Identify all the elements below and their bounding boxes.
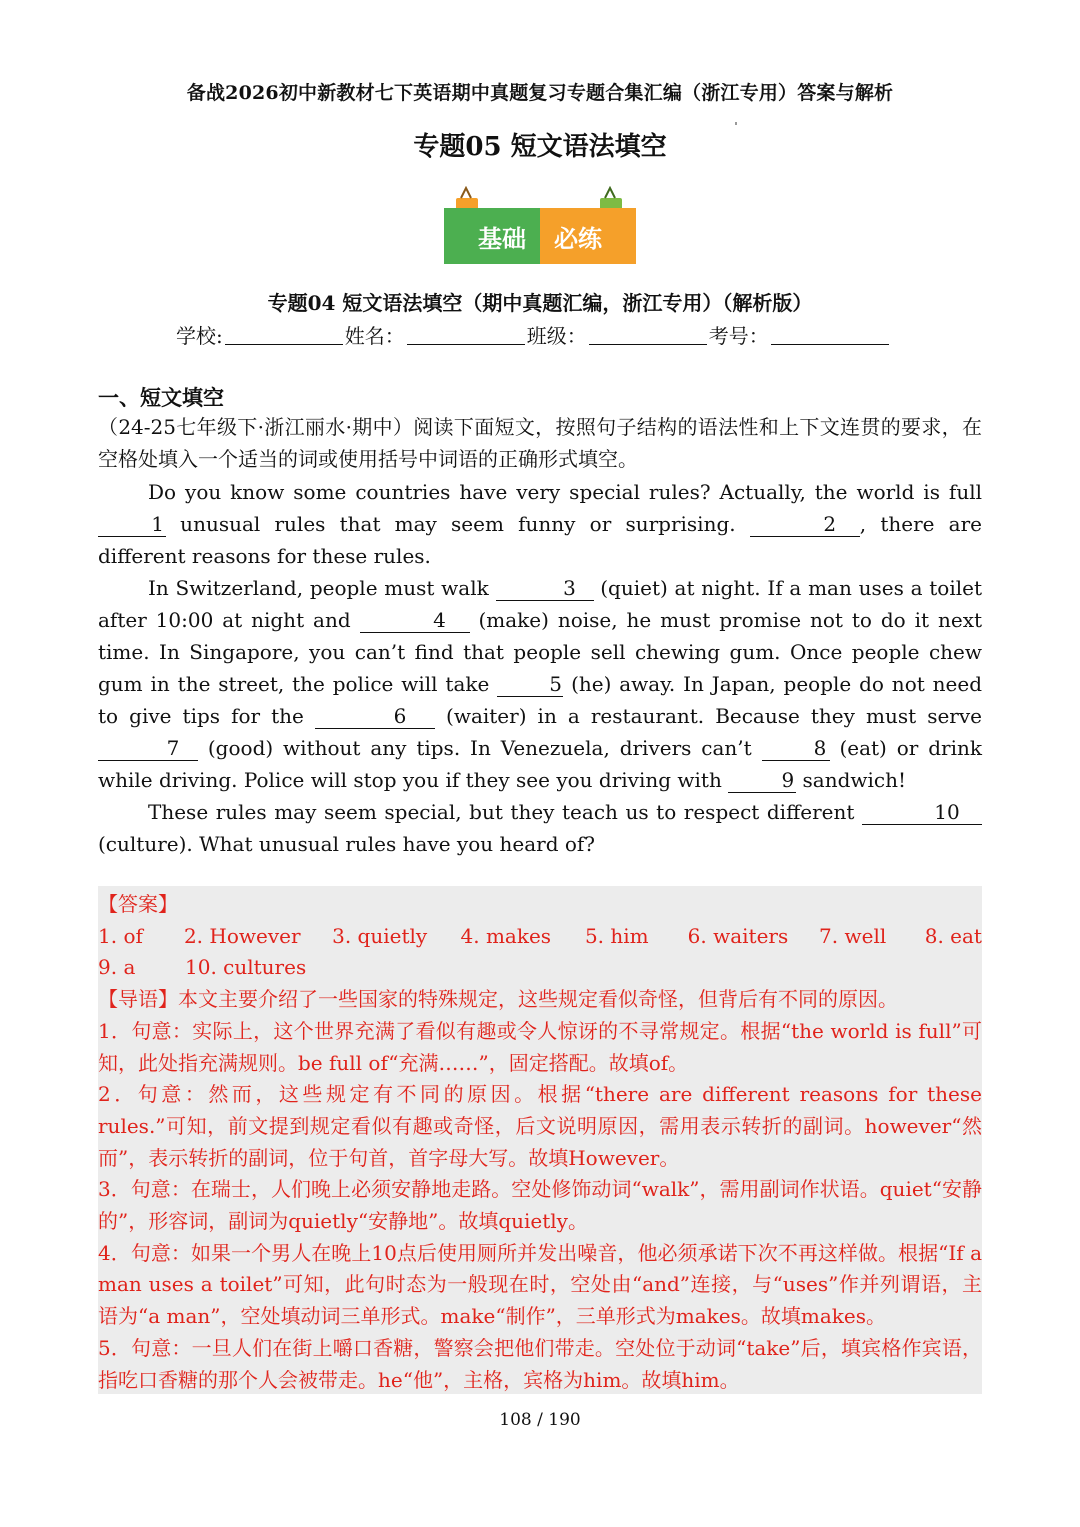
blank-10[interactable]: 10 (862, 800, 982, 825)
answer-2: 2. However (183, 923, 301, 948)
explanation-5: 5．句意：一旦人们在街上嚼口香糖，警察会把他们带走。空处位于动词“take”后，填宾格作宾语，指吃口香糖的那个人会被带走。he“他”，主格，宾格为him。故填him。 (98, 1335, 982, 1392)
badge-left-text: 基础 (478, 225, 526, 253)
answers-row-1 (98, 921, 982, 953)
passage-paragraph-2: In Switzerland, people must walk 3 (quiet) at night. If a man uses a toilet after 10:00 at night and 4 (make) noise, he must promise not to do it next time. In Singapore, you can’t find that people sell chewing gum. Once people chew gum in the street, the police will take 5 (he) away. In Japan, people do not need to give tips for the 6 (waiter) in a restaurant. Because they must serve 7 (good) without any tips. In Venezuela, drivers can’t 8 (eat) or drink while driving. Police will stop you if they see you driving with 9 sandwich! (98, 576, 983, 792)
stray-mark (735, 122, 737, 125)
exam-no-label: 考号： (708, 324, 769, 348)
answers-row-2 (98, 952, 982, 984)
answer-5: 5. him (584, 923, 649, 948)
sub-title: 专题04 短文语法填空（期中真题汇编，浙江专用）（解析版） (267, 291, 813, 315)
school-field[interactable] (225, 324, 343, 345)
answer-3: 3. quietly (332, 923, 428, 948)
passage-paragraph-1: Do you know some countries have very special rules? Actually, the world is full 1 unusual rules that may seem funny or surprising. 2 , there are different reasons for these rules. (98, 480, 982, 568)
answer-8: 8. eat (924, 923, 982, 948)
answer-1: 1. of (98, 923, 143, 948)
blank-7[interactable]: 7 (98, 736, 198, 761)
blank-5[interactable]: 5 (497, 672, 563, 697)
intro-note: 【导语】本文主要介绍了一些国家的特殊规定，这些规定看似奇怪，但背后有不同的原因。 (98, 987, 898, 1012)
explanation-3: 3．句意：在瑞士，人们晚上必须安静地走路。空处修饰动词“walk”，需用副词作状语。quiet“安静的”，形容词，副词为quietly“安静地”。故填quietly。 (98, 1177, 982, 1234)
explanations (98, 984, 982, 1396)
blank-1[interactable]: 1 (98, 512, 166, 537)
explanation-2: 2．句意：然而，这些规定有不同的原因。根据“there are different reasons for these rules.”可知，前文提到规定看似有趣或奇怪，后文说明原因，需用表示转折的副词。however“然而”，表示转折的副词，位于句首，首字母大写。故填However。 (98, 1082, 982, 1170)
blank-4[interactable]: 4 (360, 608, 470, 633)
section-heading: 一、短文填空 (98, 385, 224, 410)
class-field[interactable] (589, 324, 707, 345)
badge-basic-practice (444, 186, 636, 264)
main-title: 专题05 短文语法填空 (413, 132, 667, 162)
exam-no-field[interactable] (771, 324, 889, 345)
blank-2[interactable]: 2 (750, 512, 860, 537)
name-field[interactable] (407, 324, 525, 345)
class-label: 班级： (526, 324, 587, 348)
blank-8[interactable]: 8 (762, 736, 830, 761)
page-number: 108 / 190 (499, 1410, 581, 1430)
answer-9: 9. a (98, 955, 136, 980)
badge-right-text: 必练 (554, 225, 602, 253)
answer-10: 10. cultures (185, 955, 307, 980)
answer-7: 7. well (819, 923, 887, 948)
blank-9[interactable]: 9 (728, 768, 796, 793)
answer-4: 4. makes (460, 923, 552, 948)
answer-section (98, 886, 982, 1394)
blank-3[interactable]: 3 (496, 576, 594, 601)
instructions: （24-25七年级下·浙江丽水·期中）阅读下面短文，按照句子结构的语法性和上下文连贯的要求，在空格处填入一个适当的词或使用括号中词语的正确形式填空。 (98, 415, 982, 471)
passage-paragraph-3: These rules may seem special, but they teach us to respect different 10 (culture). What unusual rules have you heard of? (98, 796, 982, 860)
name-label: 姓名： (344, 324, 405, 348)
passage (98, 476, 982, 860)
answer-label: 【答案】 (98, 892, 178, 916)
blank-6[interactable]: 6 (315, 704, 435, 729)
explanation-4: 4．句意：如果一个男人在晚上10点后使用厕所并发出噪音，他必须承诺下次不再这样做。根据“If a man uses a toilet”可知，此句时态为一般现在时，空处由“and”连接，与“uses”作并列谓语，主语为“a man”，空处填动词三单形式。make“制作”，三单形式为makes。故填makes。 (98, 1240, 982, 1329)
student-info-line (176, 320, 916, 349)
document-header: 备战2026初中新教材七下英语期中真题复习专题合集汇编（浙江专用）答案与解析 (186, 82, 894, 104)
explanation-1: 1．句意：实际上，这个世界充满了看似有趣或令人惊讶的不寻常规定。根据“the world is full”可知，此处指充满规则。be full of“充满……”，固定搭配。故填of。 (98, 1018, 982, 1075)
school-label: 学校: (176, 324, 223, 348)
answer-6: 6. waiters (687, 923, 789, 948)
